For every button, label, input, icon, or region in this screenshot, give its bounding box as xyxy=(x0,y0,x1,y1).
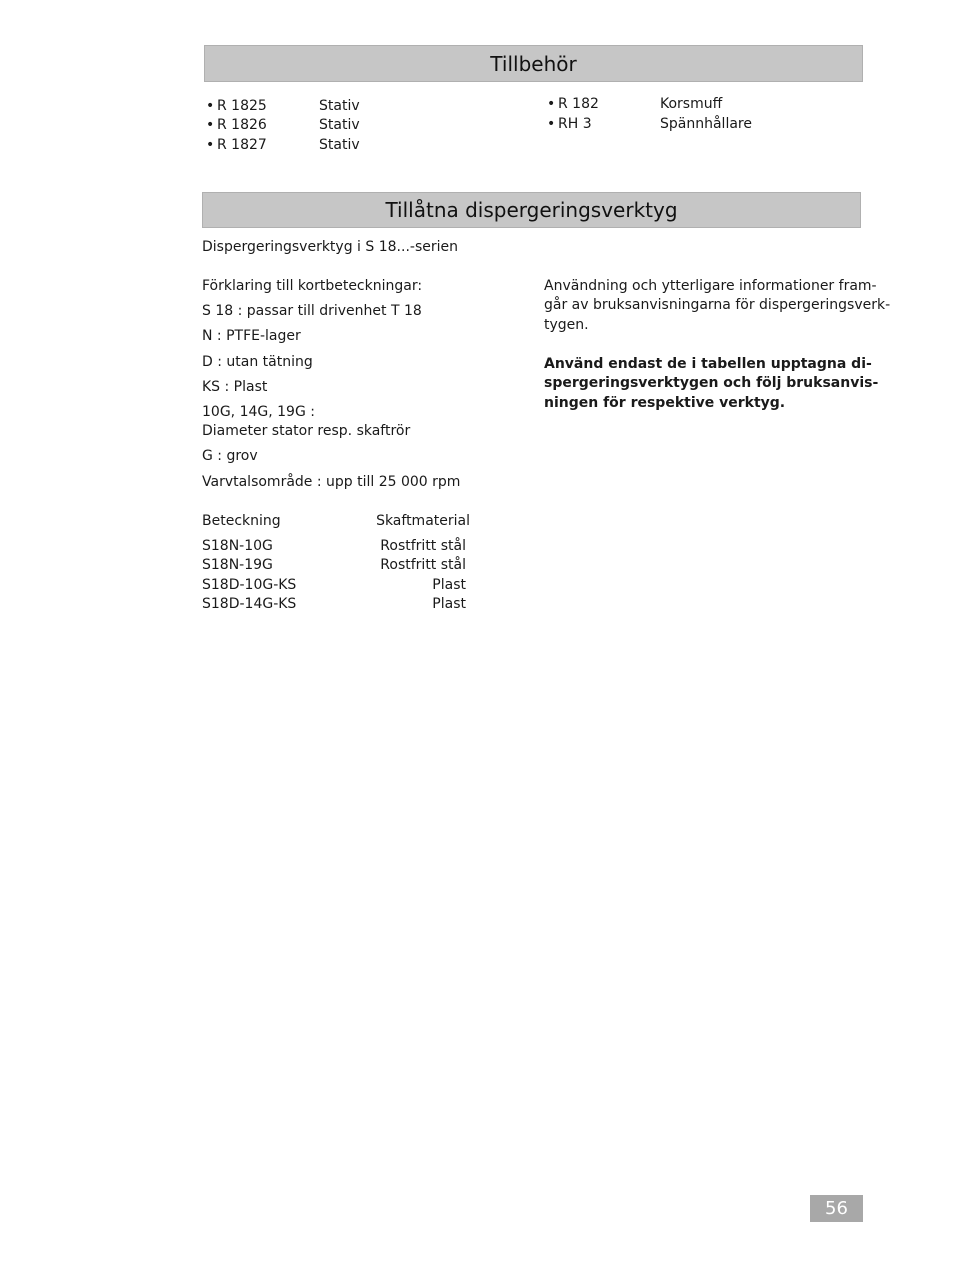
accessory-name: Stativ xyxy=(319,137,360,153)
info-line: Användning och ytterligare informationer fram- xyxy=(544,278,877,294)
table-cell-material: Rostfritt stål xyxy=(380,538,466,554)
tools-header xyxy=(202,192,861,228)
table-header-shaft-material: Skaftmaterial xyxy=(376,513,470,529)
legend-item: Varvtalsområde : upp till 25 000 rpm xyxy=(202,474,461,490)
legend-item: Diameter stator resp. skaftrör xyxy=(202,423,411,439)
table-cell-designation: S18D-14G-KS xyxy=(202,596,297,612)
legend-heading: Förklaring till kortbeteckningar: xyxy=(202,278,423,294)
bullet: • xyxy=(206,98,215,114)
accessory-name: Stativ xyxy=(319,117,360,133)
tools-title: Tillåtna dispergeringsverktyg xyxy=(385,198,678,222)
accessory-code: RH 3 xyxy=(558,116,592,132)
table-header-designation: Beteckning xyxy=(202,513,281,529)
legend-item: D : utan tätning xyxy=(202,354,313,370)
info-line: går av bruksanvisningarna för dispergeringsverk- xyxy=(544,297,891,313)
legend-item: S 18 : passar till drivenhet T 18 xyxy=(202,303,422,319)
tools-subtitle: Dispergeringsverktyg i S 18...-serien xyxy=(202,239,458,255)
table-cell-material: Plast xyxy=(432,596,466,612)
accessory-code: R 1825 xyxy=(217,98,267,114)
warning-line: Använd endast de i tabellen upptagna di- xyxy=(544,356,872,372)
accessories-header xyxy=(204,45,863,82)
warning-line: ningen för respektive verktyg. xyxy=(544,395,786,411)
legend-item: N : PTFE-lager xyxy=(202,328,301,344)
legend-item: 10G, 14G, 19G : xyxy=(202,404,315,420)
bullet: • xyxy=(206,117,215,133)
warning-line: spergeringsverktygen och följ bruksanvis- xyxy=(544,375,879,391)
legend-item: KS : Plast xyxy=(202,379,268,395)
info-line: tygen. xyxy=(544,317,589,333)
table-cell-designation: S18N-19G xyxy=(202,557,273,573)
table-cell-material: Rostfritt stål xyxy=(380,557,466,573)
table-cell-material: Plast xyxy=(432,577,466,593)
accessory-name: Spännhållare xyxy=(660,116,752,132)
accessory-name: Stativ xyxy=(319,98,360,114)
accessories-title: Tillbehör xyxy=(490,52,577,76)
table-cell-designation: S18N-10G xyxy=(202,538,273,554)
accessory-code: R 1827 xyxy=(217,137,267,153)
accessory-code: R 1826 xyxy=(217,117,267,133)
accessory-name: Korsmuff xyxy=(660,96,723,112)
bullet: • xyxy=(206,137,215,153)
table-cell-designation: S18D-10G-KS xyxy=(202,577,297,593)
page-number: 56 xyxy=(810,1195,863,1222)
bullet: • xyxy=(547,116,556,132)
accessory-code: R 182 xyxy=(558,96,599,112)
bullet: • xyxy=(547,96,556,112)
legend-item: G : grov xyxy=(202,448,258,464)
